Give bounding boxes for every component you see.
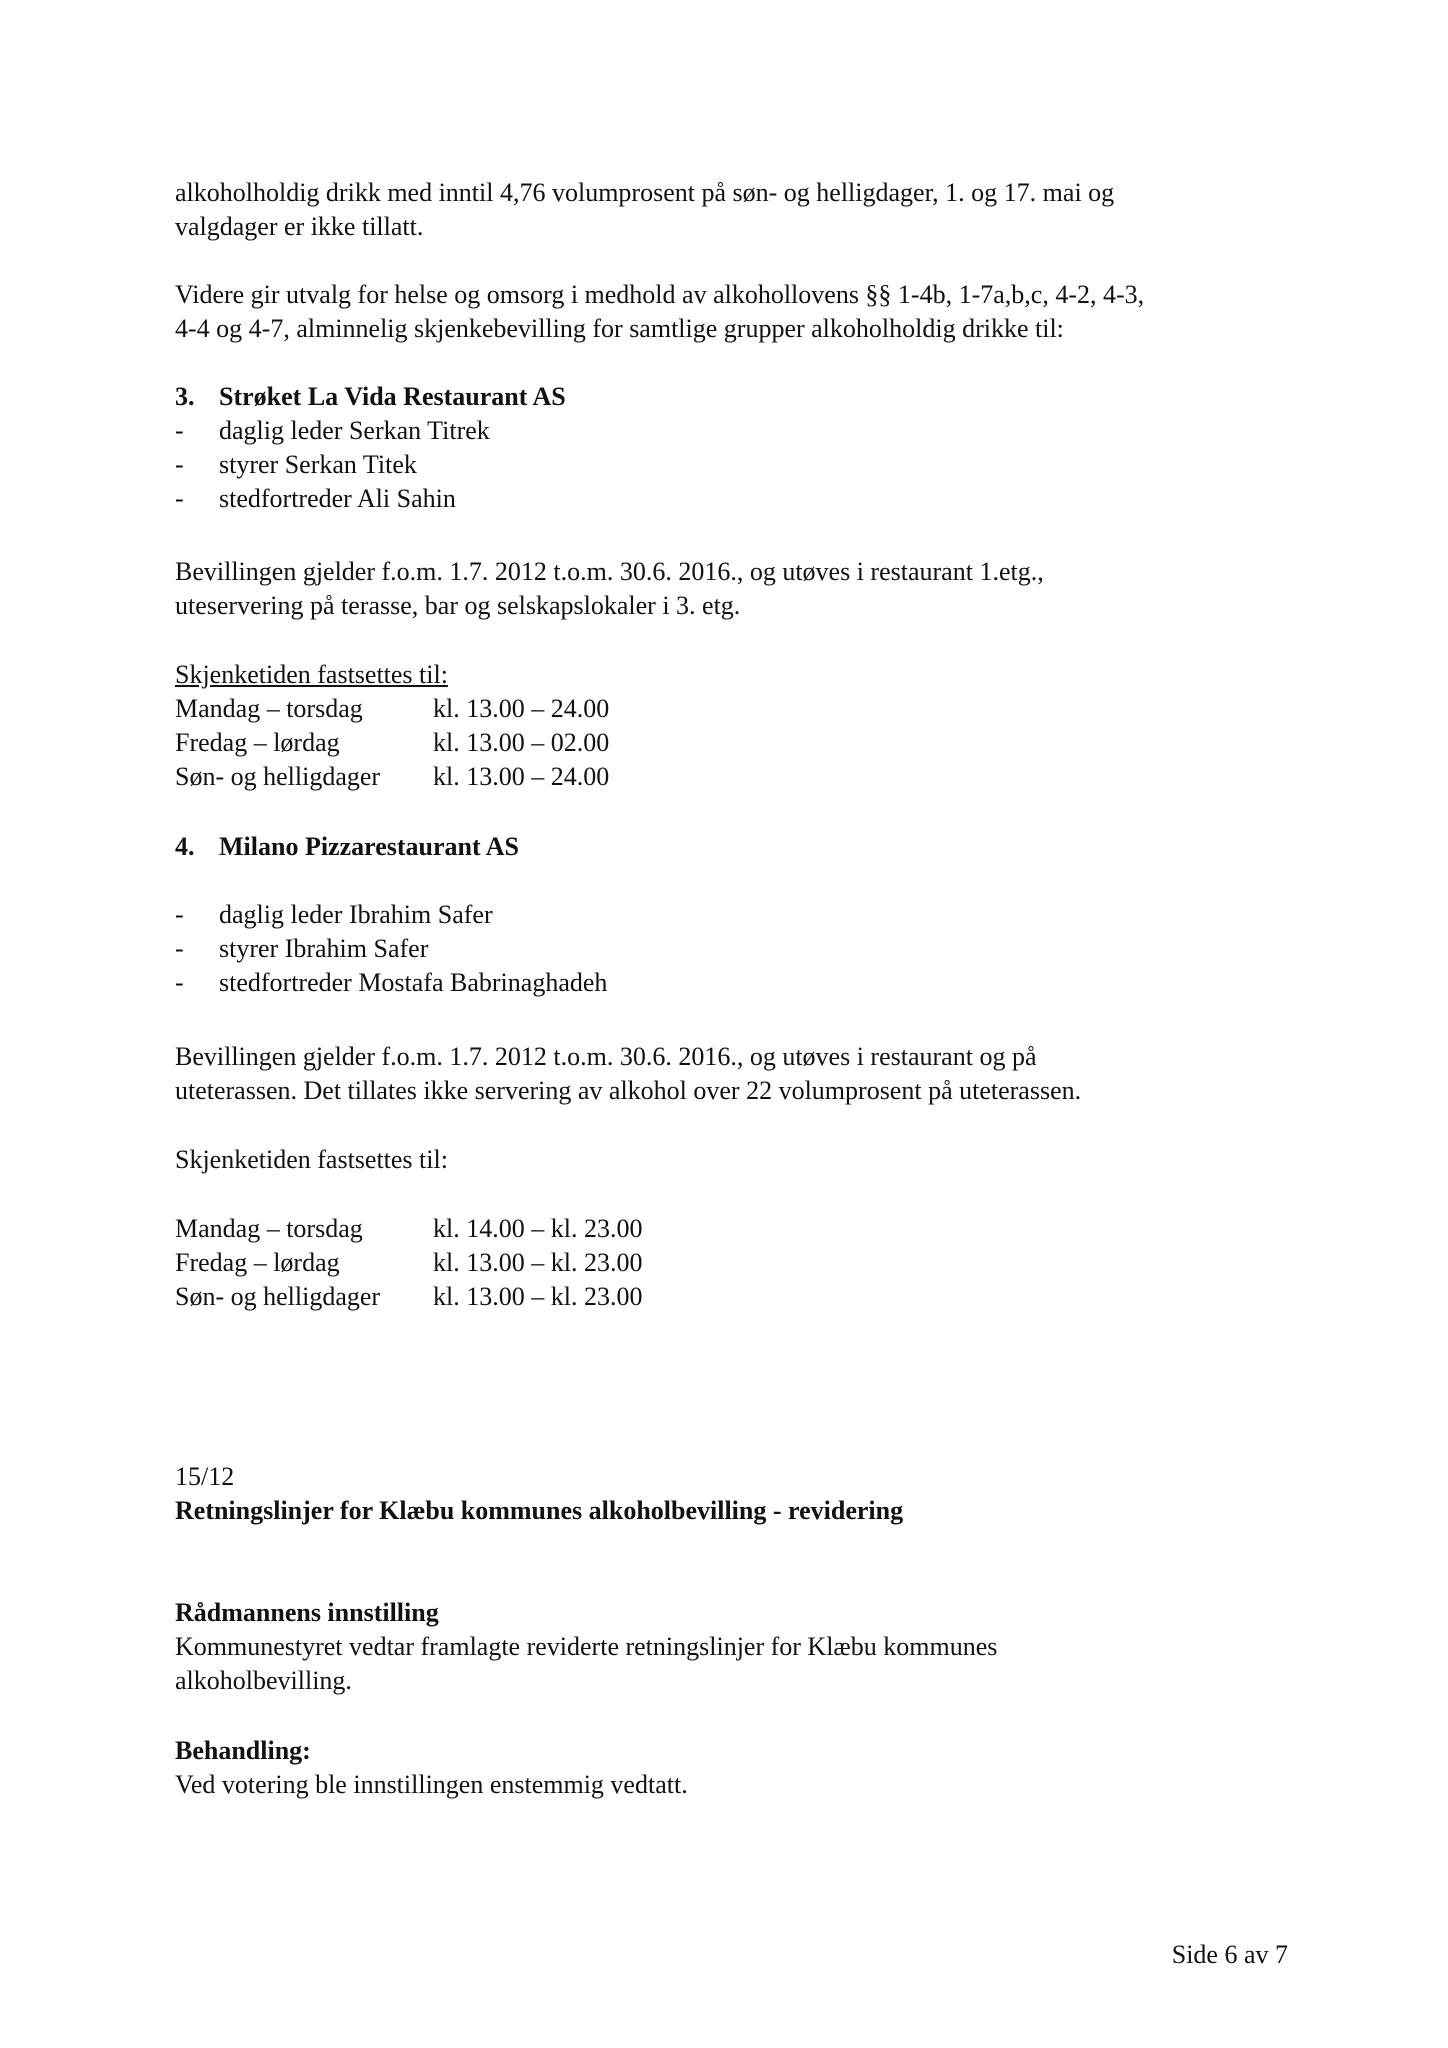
table-row: Fredag – lørdag kl. 13.00 – 02.00 — [175, 728, 610, 757]
list-item: - daglig leder Ibrahim Safer — [175, 900, 493, 929]
section-3-validity-line-2: uteservering på terasse, bar og selskapslokaler i 3. etg. — [175, 591, 741, 620]
section-4-heading-block — [175, 830, 519, 864]
section-4-schedule-heading: Skjenketiden fastsettes til: — [175, 1145, 448, 1174]
section-4-validity-line-2: uteterassen. Det tillates ikke servering av alkohol over 22 volumprosent på uteterassen. — [175, 1076, 1082, 1105]
section-4-name: Milano Pizzarestaurant AS — [219, 832, 519, 861]
section-4-schedule-table — [175, 1212, 642, 1314]
intro-paragraph — [175, 176, 1114, 244]
recommendation-line-1: Kommunestyret vedtar framlagte reviderte retningslinjer for Klæbu kommunes — [175, 1632, 998, 1661]
table-row: Søn- og helligdager kl. 13.00 – kl. 23.00 — [175, 1282, 643, 1311]
further-line-1: Videre gir utvalg for helse og omsorg i medhold av alkohollovens §§ 1-4b, 1-7a,b,c, 4-2, 4-3, — [175, 280, 1145, 309]
section-3-people-list — [175, 414, 566, 516]
list-item: - stedfortreder Ali Sahin — [175, 484, 456, 513]
recommendation-heading: Rådmannens innstilling — [175, 1598, 439, 1627]
list-item: - styrer Serkan Titek — [175, 450, 417, 479]
section-4-number: 4. — [175, 832, 195, 861]
section-3-number: 3. — [175, 382, 195, 411]
table-row: Mandag – torsdag kl. 14.00 – kl. 23.00 — [175, 1214, 643, 1243]
section-3-schedule — [175, 658, 609, 794]
list-item: - styrer Ibrahim Safer — [175, 934, 429, 963]
treatment-block — [175, 1734, 688, 1802]
table-row: Fredag – lørdag kl. 13.00 – kl. 23.00 — [175, 1248, 643, 1277]
table-row: Søn- og helligdager kl. 13.00 – 24.00 — [175, 762, 610, 791]
intro-line-2: valgdager er ikke tillatt. — [175, 212, 424, 241]
recommendation-line-2: alkoholbevilling. — [175, 1666, 352, 1695]
treatment-heading: Behandling: — [175, 1736, 311, 1765]
section-3-validity — [175, 555, 1044, 623]
section-4-heading — [175, 830, 519, 864]
section-4-validity — [175, 1040, 1081, 1108]
section-3 — [175, 380, 566, 516]
list-item: - daglig leder Serkan Titrek — [175, 416, 490, 445]
section-4-people — [175, 898, 607, 1000]
page-number: Side 6 av 7 — [1171, 1940, 1288, 1969]
further-paragraph — [175, 278, 1144, 346]
case-header — [175, 1460, 903, 1528]
section-3-validity-line-1: Bevillingen gjelder f.o.m. 1.7. 2012 t.o.m. 30.6. 2016., og utøves i restaurant 1.etg., — [175, 557, 1044, 586]
section-4-people-list — [175, 898, 607, 1000]
list-item: - stedfortreder Mostafa Babrinaghadeh — [175, 968, 608, 997]
treatment-text: Ved votering ble innstillingen enstemmig vedtatt. — [175, 1770, 688, 1799]
section-4-validity-line-1: Bevillingen gjelder f.o.m. 1.7. 2012 t.o.m. 30.6. 2016., og utøves i restaurant og på — [175, 1042, 1037, 1071]
section-4-schedule-heading-block — [175, 1143, 448, 1177]
section-3-schedule-table — [175, 692, 609, 794]
intro-line-1: alkoholholdig drikk med inntil 4,76 volumprosent på søn- og helligdager, 1. og 17. mai og — [175, 178, 1115, 207]
section-3-heading — [175, 380, 566, 414]
further-line-2: 4-4 og 4-7, alminnelig skjenkebevilling for samtlige grupper alkoholholdig drikke til: — [175, 314, 1064, 343]
table-row: Mandag – torsdag kl. 13.00 – 24.00 — [175, 694, 610, 723]
section-4-schedule — [175, 1212, 642, 1314]
case-number: 15/12 — [175, 1462, 235, 1491]
section-3-schedule-heading: Skjenketiden fastsettes til: — [175, 660, 448, 689]
recommendation-block — [175, 1596, 997, 1698]
section-3-name: Strøket La Vida Restaurant AS — [219, 382, 566, 411]
case-title: Retningslinjer for Klæbu kommunes alkoholbevilling - revidering — [175, 1496, 904, 1525]
